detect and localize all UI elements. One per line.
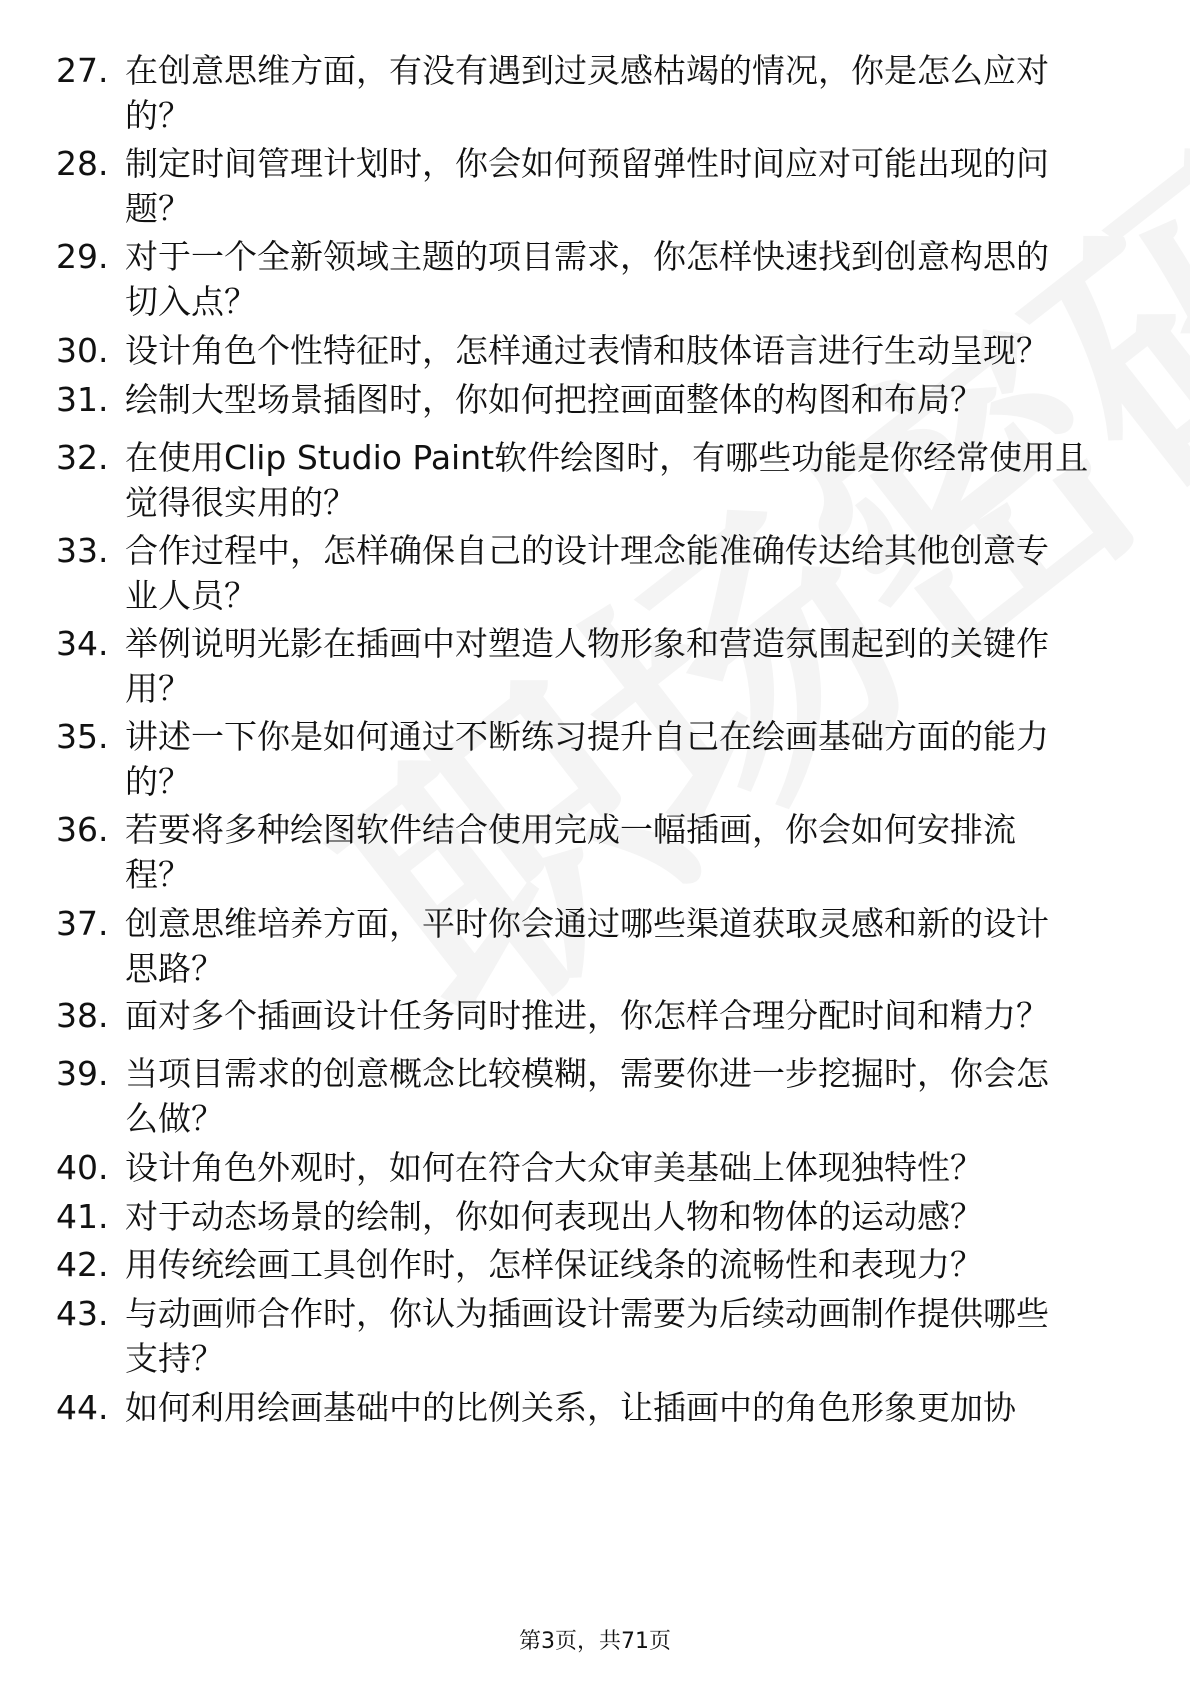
- question-text: 面对多个插画设计任务同时推进，你怎样合理分配时间和精力？: [125, 996, 1049, 1035]
- question-text: 对于一个全新领域主题的项目需求，你怎样快速找到创意构思的 切入点？: [125, 237, 1049, 321]
- question-number: 27.: [56, 51, 109, 90]
- question-number: 38.: [56, 996, 109, 1035]
- question-number: 37.: [56, 904, 109, 943]
- question-number: 41.: [56, 1197, 109, 1236]
- question-text: 在使用Clip Studio Paint软件绘图时，有哪些功能是你经常使用且 觉得很实用的？: [125, 438, 1089, 522]
- question-number: 42.: [56, 1245, 109, 1284]
- question-number: 30.: [56, 331, 109, 370]
- question-number: 44.: [56, 1388, 109, 1427]
- question-text: 当项目需求的创意概念比较模糊，需要你进一步挖掘时，你会怎 么做？: [125, 1054, 1049, 1138]
- question-text: 讲述一下你是如何通过不断练习提升自己在绘画基础方面的能力 的？: [125, 717, 1049, 801]
- question-text: 若要将多种绘图软件结合使用完成一幅插画，你会如何安排流 程？: [125, 810, 1016, 894]
- question-number: 31.: [56, 380, 109, 419]
- question-text: 用传统绘画工具创作时，怎样保证线条的流畅性和表现力？: [125, 1245, 983, 1284]
- question-text: 设计角色外观时，如何在符合大众审美基础上体现独特性？: [125, 1148, 983, 1187]
- question-number: 28.: [56, 144, 109, 183]
- question-text: 绘制大型场景插图时，你如何把控画面整体的构图和布局？: [125, 380, 983, 419]
- page-footer: 第3页，共71页: [519, 1629, 671, 1654]
- question-number: 33.: [56, 531, 109, 570]
- question-number: 29.: [56, 237, 109, 276]
- question-number: 43.: [56, 1294, 109, 1333]
- question-number: 36.: [56, 810, 109, 849]
- question-text: 如何利用绘画基础中的比例关系，让插画中的角色形象更加协: [125, 1388, 1016, 1427]
- question-text: 设计角色个性特征时，怎样通过表情和肢体语言进行生动呈现？: [125, 331, 1049, 370]
- question-text: 对于动态场景的绘制，你如何表现出人物和物体的运动感？: [125, 1197, 983, 1236]
- question-number: 40.: [56, 1148, 109, 1187]
- question-text: 合作过程中，怎样确保自己的设计理念能准确传达给其他创意专 业人员？: [125, 531, 1049, 615]
- question-number: 32.: [56, 438, 109, 477]
- question-number: 35.: [56, 717, 109, 756]
- question-number: 34.: [56, 624, 109, 663]
- question-text: 举例说明光影在插画中对塑造人物形象和营造氛围起到的关键作 用？: [125, 624, 1049, 708]
- question-text: 创意思维培养方面，平时你会通过哪些渠道获取灵感和新的设计 思路？: [125, 904, 1049, 988]
- question-text: 在创意思维方面，有没有遇到过灵感枯竭的情况，你是怎么应对 的？: [125, 51, 1049, 135]
- question-text: 制定时间管理计划时，你会如何预留弹性时间应对可能出现的问 题？: [125, 144, 1049, 228]
- question-text: 与动画师合作时，你认为插画设计需要为后续动画制作提供哪些 支持？: [125, 1294, 1049, 1378]
- question-number: 39.: [56, 1054, 109, 1093]
